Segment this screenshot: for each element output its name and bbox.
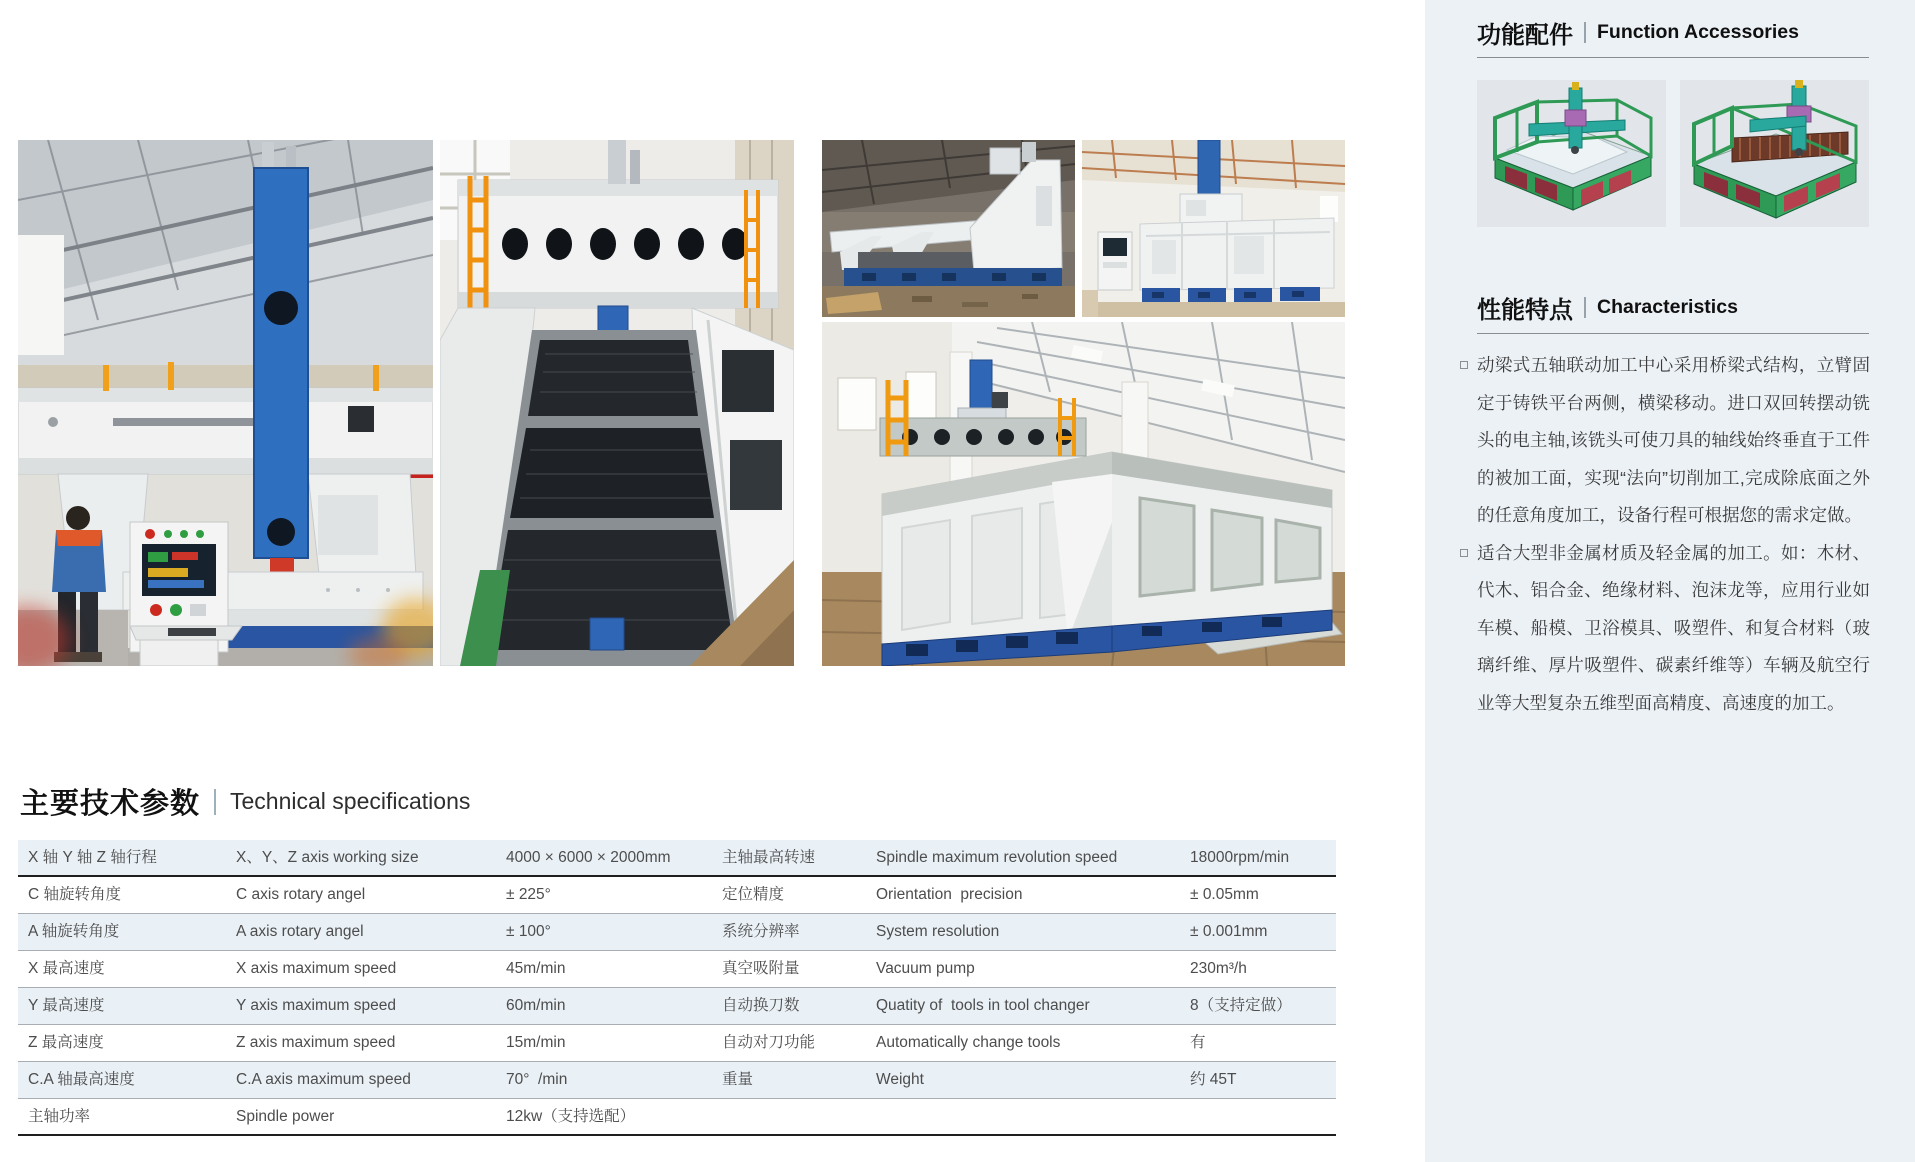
spec-cell: 真空吸附量 xyxy=(722,960,800,977)
spec-row xyxy=(18,877,1336,914)
spec-cell: 70° /min xyxy=(506,1071,568,1088)
spec-cell: X 轴 Y 轴 Z 轴行程 xyxy=(28,849,157,866)
spec-cell: C axis rotary angel xyxy=(236,886,366,903)
spec-cell: 定位精度 xyxy=(722,886,785,903)
spec-cell: Orientation precision xyxy=(876,886,1023,903)
header-divider-bar xyxy=(1584,297,1586,318)
characteristics-title-en: Characteristics xyxy=(1597,296,1738,318)
spec-cell: 12kw（支持选配） xyxy=(506,1108,636,1125)
spec-cell: X、Y、Z axis working size xyxy=(236,849,419,866)
technical-specs-header xyxy=(20,781,470,822)
spec-row xyxy=(18,988,1336,1025)
spec-cell: System resolution xyxy=(876,923,1000,940)
characteristics-item xyxy=(1477,535,1870,723)
spec-cell: ± 225° xyxy=(506,886,551,903)
characteristics-title-zh: 性能特点 xyxy=(1477,297,1573,324)
spec-row xyxy=(18,951,1336,988)
spec-cell: A 轴旋转角度 xyxy=(28,923,120,940)
accessory-images xyxy=(1477,80,1869,227)
spec-cell: 重量 xyxy=(722,1071,754,1088)
spec-cell: C.A axis maximum speed xyxy=(236,1071,411,1088)
spec-cell: 自动对刀功能 xyxy=(722,1034,816,1051)
spec-cell: Vacuum pump xyxy=(876,960,975,977)
spec-cell: Spindle maximum revolution speed xyxy=(876,849,1118,866)
spec-cell: Y axis maximum speed xyxy=(236,997,396,1014)
bullet-square-icon xyxy=(1460,549,1468,557)
spec-cell: 18000rpm/min xyxy=(1190,849,1290,866)
spec-cell: Y 最高速度 xyxy=(28,997,105,1014)
photo-large-enclosed-machine xyxy=(822,322,1345,666)
spec-cell: X 最高速度 xyxy=(28,960,105,977)
spec-cell: Z 最高速度 xyxy=(28,1034,104,1051)
spec-cell: ± 0.05mm xyxy=(1190,886,1259,903)
spec-cell: Z axis maximum speed xyxy=(236,1034,396,1051)
spec-cell: ± 0.001mm xyxy=(1190,923,1268,940)
function-accessories-title-zh: 功能配件 xyxy=(1477,22,1573,49)
function-accessories-header xyxy=(1477,15,1799,50)
photo-enclosed-machine-blue-column xyxy=(1082,140,1345,317)
spec-cell: X axis maximum speed xyxy=(236,960,397,977)
spec-table xyxy=(18,840,1336,1136)
spec-cell: 主轴功率 xyxy=(28,1108,91,1125)
characteristics-header xyxy=(1477,290,1738,325)
spec-row xyxy=(18,914,1336,951)
spec-cell: 60m/min xyxy=(506,997,566,1014)
characteristics-text: 适合大型非金属材质及轻金属的加工。如：木材、代木、铝合金、绝缘材料、泡沫龙等，应用行业如车模、船模、卫浴模具、吸塑件、和复合材料（玻璃纤维、厚片吸塑件、碳素纤维等）车辆及航空行业等大型复杂五维型面高精度、高速度的加工。 xyxy=(1477,542,1870,713)
spec-cell: 15m/min xyxy=(506,1034,566,1051)
spec-cell: ± 100° xyxy=(506,923,551,940)
characteristics-list xyxy=(1477,347,1870,722)
spec-cell: 8（支持定做） xyxy=(1190,997,1292,1014)
spec-cell: C.A 轴最高速度 xyxy=(28,1071,135,1088)
spec-cell: Weight xyxy=(876,1071,924,1088)
technical-specs-title-zh: 主要技术参数 xyxy=(20,788,201,820)
spec-cell: 约 45T xyxy=(1190,1071,1237,1088)
characteristics-item xyxy=(1477,347,1870,535)
spec-cell: 4000 × 6000 × 2000mm xyxy=(506,849,671,866)
photo-gantry-machine-with-operator xyxy=(18,140,433,666)
bullet-square-icon xyxy=(1460,361,1468,369)
photo-gantry-beam-worktable xyxy=(440,140,794,666)
spec-row xyxy=(18,840,1336,877)
spec-cell: 45m/min xyxy=(506,960,566,977)
spec-cell: Spindle power xyxy=(236,1108,335,1125)
sidebar xyxy=(1425,0,1915,1162)
spec-row xyxy=(18,1062,1336,1099)
spec-cell: Quatity of tools in tool changer xyxy=(876,997,1090,1014)
spec-cell: 自动换刀数 xyxy=(722,997,800,1014)
spec-cell: C 轴旋转角度 xyxy=(28,886,122,903)
spec-cell: 230m³/h xyxy=(1190,960,1247,977)
function-accessories-title-en: Function Accessories xyxy=(1597,21,1799,43)
spec-cell: 系统分辨率 xyxy=(722,923,800,940)
header-divider-bar xyxy=(214,789,216,815)
cad-rendering-2 xyxy=(1680,80,1869,227)
section-rule xyxy=(1477,333,1869,334)
section-rule xyxy=(1477,57,1869,58)
technical-specs-title-en: Technical specifications xyxy=(230,788,471,814)
spec-cell: 主轴最高转速 xyxy=(722,849,816,866)
spec-row xyxy=(18,1025,1336,1062)
cad-rendering-1 xyxy=(1477,80,1666,227)
header-divider-bar xyxy=(1584,22,1586,43)
spec-cell: Automatically change tools xyxy=(876,1034,1061,1051)
photo-machine-frame-dark-warehouse xyxy=(822,140,1075,317)
spec-row xyxy=(18,1099,1336,1136)
spec-table-body xyxy=(18,840,1336,1136)
characteristics-text: 动梁式五轴联动加工中心采用桥梁式结构，立臂固定于铸铁平台两侧，横梁移动。进口双回转摆动铣头的电主轴,该铣头可使刀具的轴线始终垂直于工件的被加工面，实现“法向”切削加工,完成除底面之外的任意角度加工，设备行程可根据您的需求定做。 xyxy=(1477,355,1870,525)
spec-cell: 有 xyxy=(1190,1034,1206,1051)
spec-cell: A axis rotary angel xyxy=(236,923,364,940)
